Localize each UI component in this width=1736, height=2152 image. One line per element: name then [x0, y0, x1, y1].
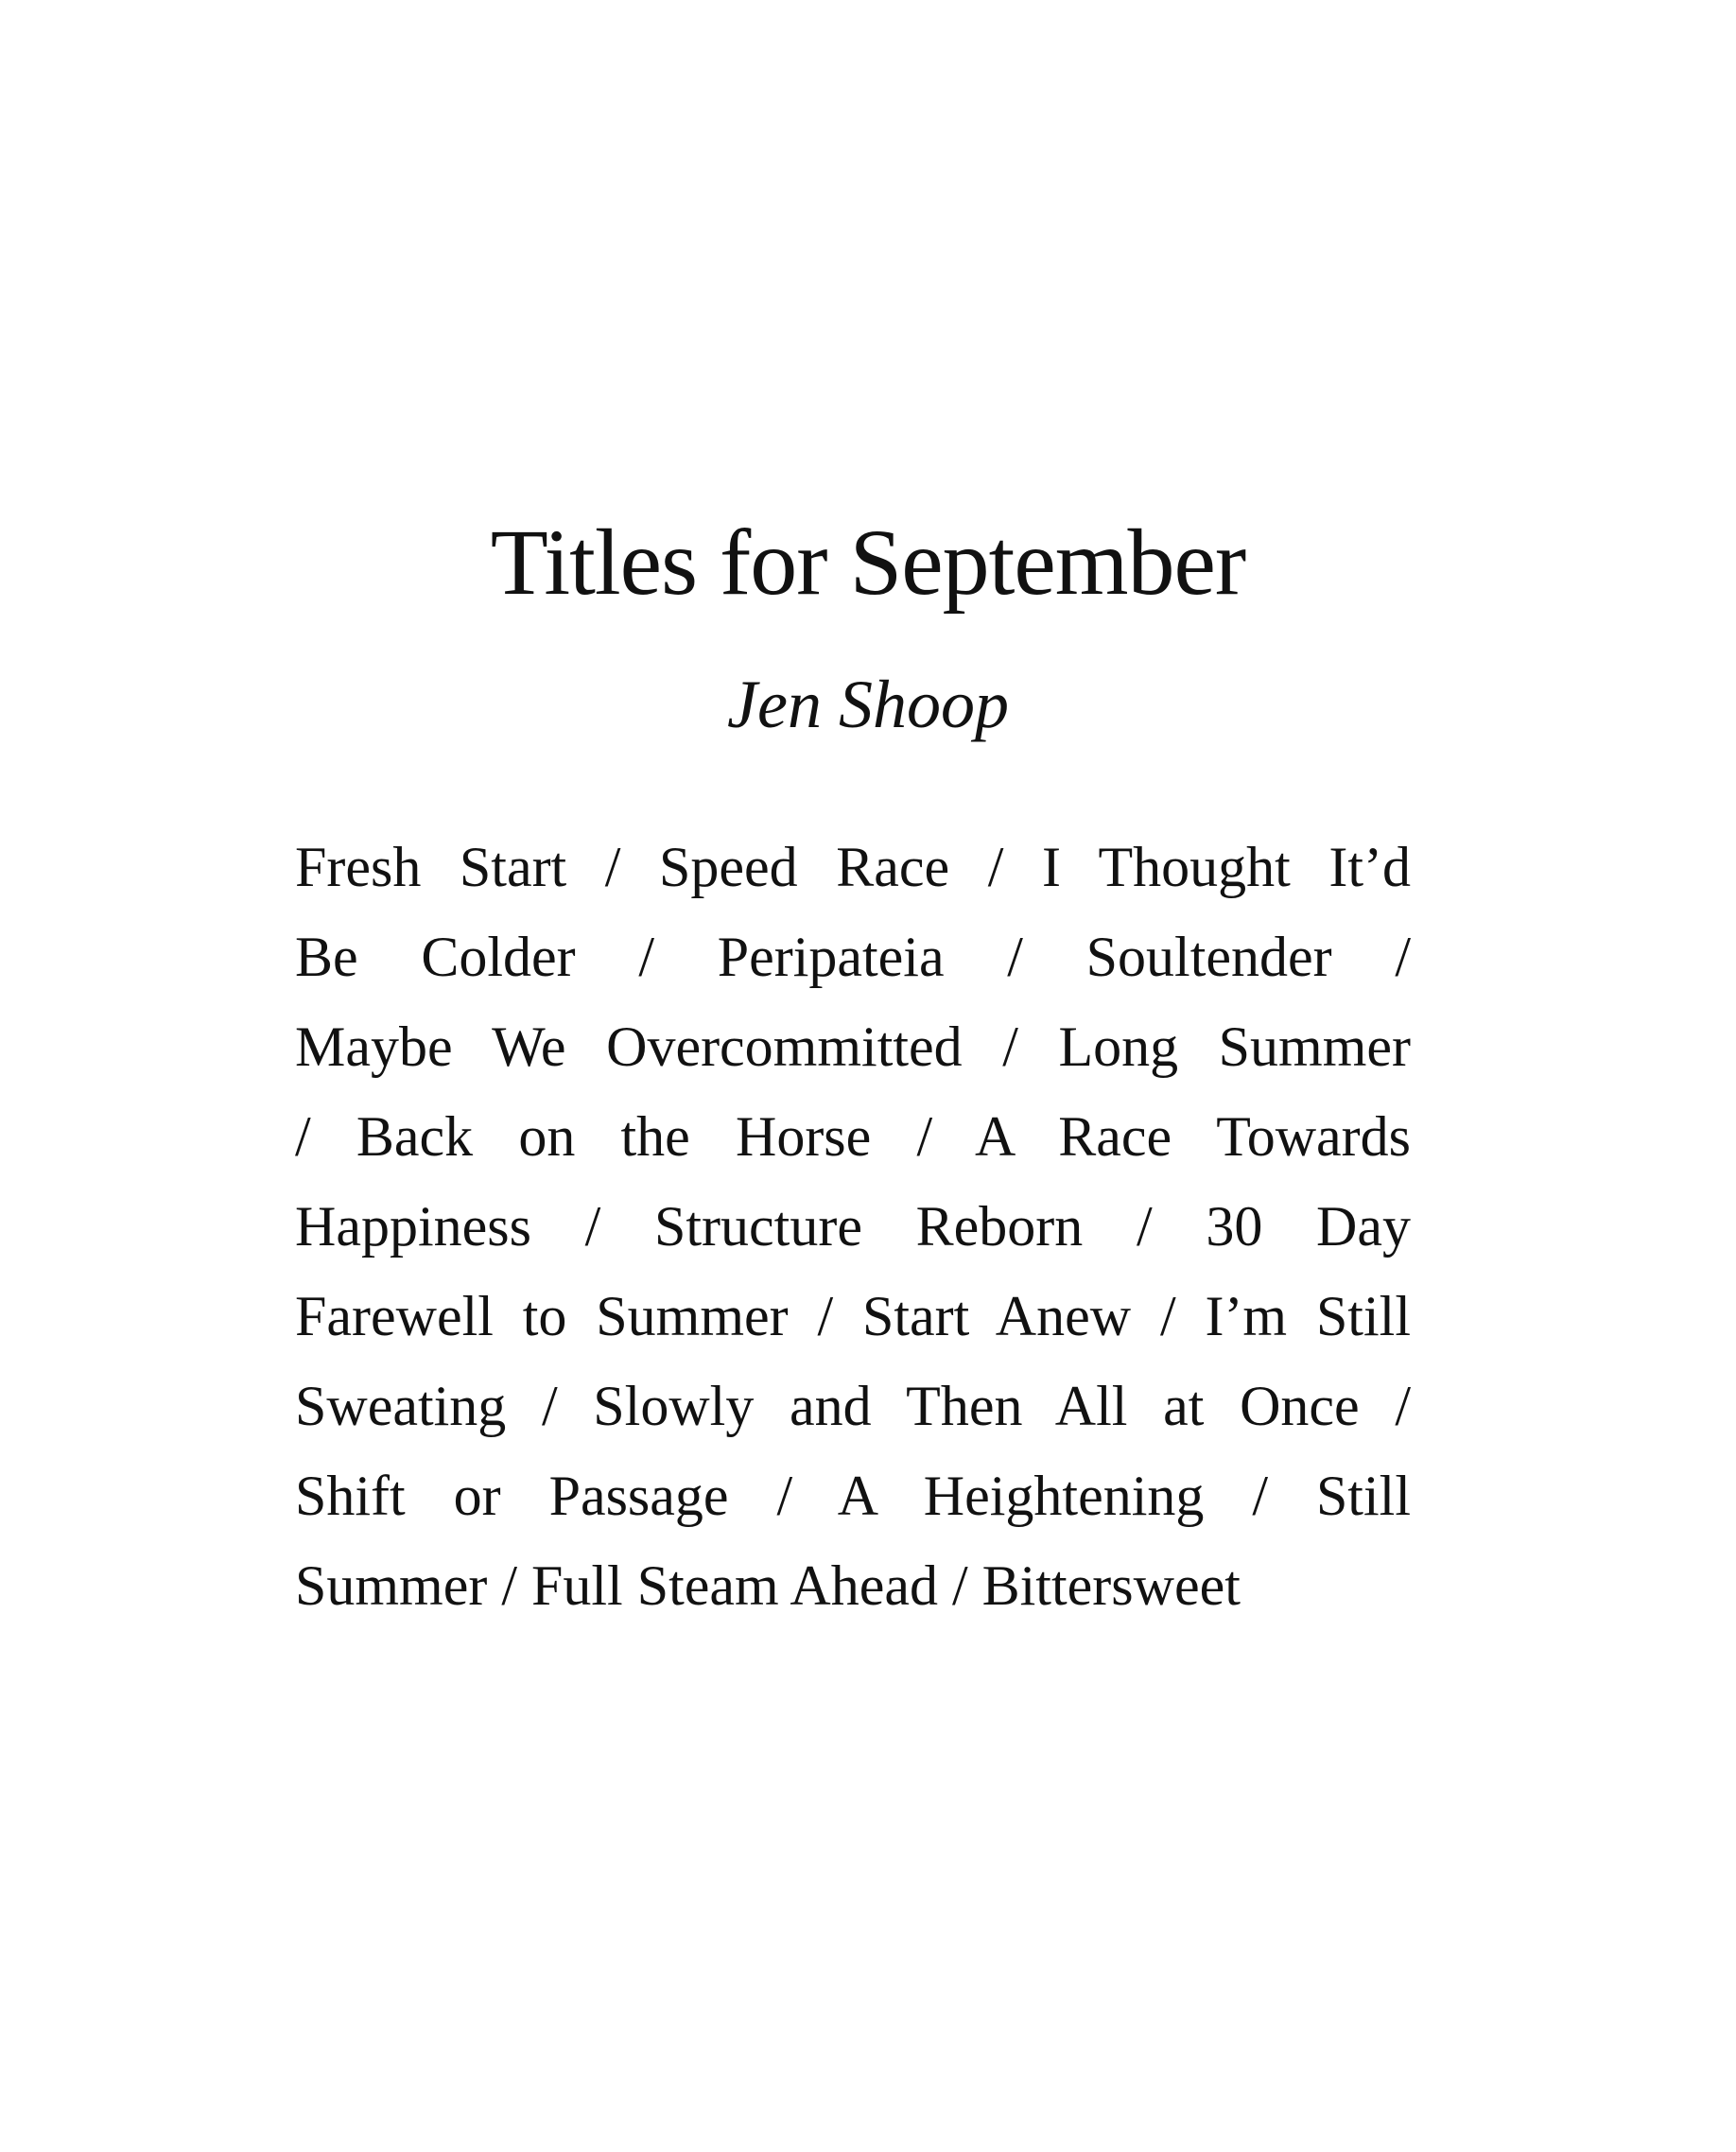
author-name: Jen Shoop — [727, 667, 1009, 742]
poem-line: Shift or Passage / A Heightening / Still — [295, 1465, 1411, 1527]
poem-line: Fresh Start / Speed Race / I Thought It’d — [295, 836, 1411, 898]
poem-line: Happiness / Structure Reborn / 30 Day — [295, 1195, 1411, 1258]
poem-line: Be Colder / Peripateia / Soultender / — [295, 926, 1411, 988]
page-title: Titles for September — [490, 510, 1246, 615]
poem-body — [295, 823, 1411, 1631]
poem-line: Maybe We Overcommitted / Long Summer — [295, 1015, 1411, 1078]
poem-line: Farewell to Summer / Start Anew / I’m Still — [295, 1285, 1411, 1347]
poem-line: Sweating / Slowly and Then All at Once / — [295, 1375, 1411, 1437]
poem-line: / Back on the Horse / A Race Towards — [295, 1105, 1411, 1168]
poem-line: Summer / Full Steam Ahead / Bittersweet — [295, 1554, 1241, 1617]
